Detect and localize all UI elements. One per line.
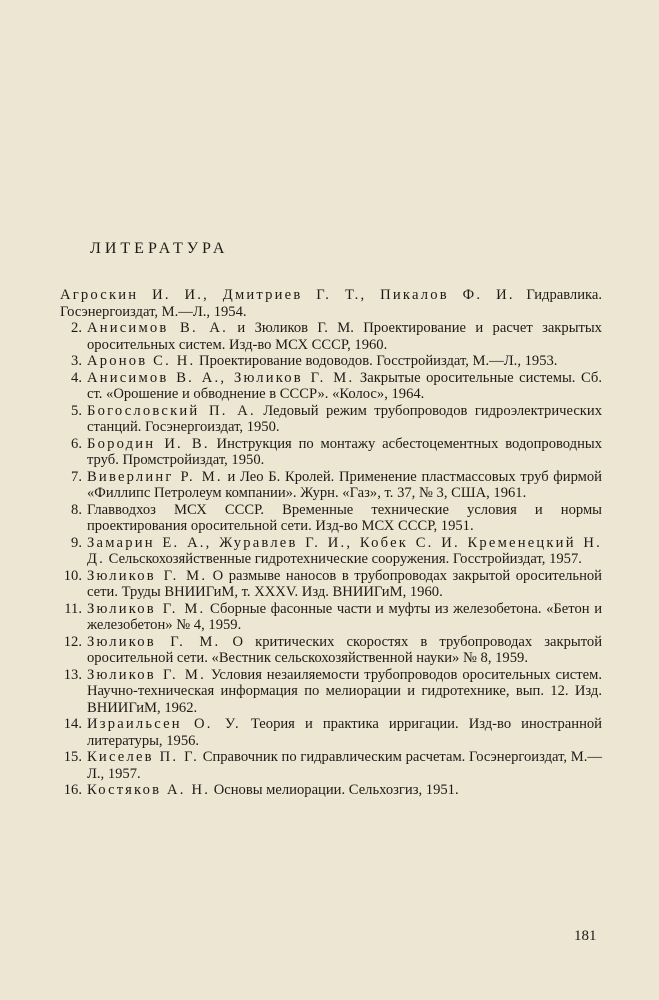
reference-authors: Виверлинг Р. М. — [87, 468, 223, 485]
reference-number: 12. — [63, 633, 82, 650]
reference-text: Сельскохозяйственные гидротехнические сооружения. Госстройиздат, 1957. — [105, 551, 582, 567]
reference-item — [56, 320, 602, 353]
section-heading: ЛИТЕРАТУРА — [90, 240, 229, 257]
reference-authors: Бородин И. В. — [87, 435, 210, 452]
reference-authors: Агроскин И. И., Дмитриев Г. Т., Пикалов Ф. И. — [60, 287, 515, 303]
reference-item — [56, 370, 602, 403]
reference-body — [87, 436, 602, 469]
reference-item — [56, 716, 602, 749]
reference-number: 9. — [71, 534, 82, 551]
reference-text: О критических скоростях в трубопроводах закрытой оросительной сети. «Вестник сельскохозяйственной науки» № 8, 1959. — [87, 633, 602, 666]
reference-body — [87, 535, 602, 568]
reference-number: 2. — [71, 320, 82, 336]
reference-authors: Киселев П. Г. — [87, 749, 199, 765]
reference-text: Сборные фасонные части и муфты из железобетона. «Бетон и железобетон» № 4, 1959. — [87, 600, 602, 633]
reference-text: Справочник по гидравлическим расчетам. Госэнергоиздат, М.—Л., 1957. — [87, 749, 602, 782]
reference-authors: Зюликов Г. М. — [87, 600, 206, 617]
page-number: 181 — [574, 928, 597, 944]
reference-text: Инструкция по монтажу асбестоцементных водопроводных труб. Промстройиздат, 1950. — [87, 435, 603, 468]
reference-body — [87, 634, 602, 667]
reference-number: 13. — [63, 666, 82, 683]
reference-authors: Израильсен О. У. — [87, 716, 241, 732]
reference-authors: Замарин Е. А., Журавлев Г. И., Кобек С. И. Кременецкий Н. Д. — [87, 534, 602, 567]
reference-text: Теория и практика ирригации. Изд-во иностранной литературы, 1956. — [87, 716, 602, 749]
reference-text: О размыве наносов в трубопроводах закрытой оросительной сети. Труды ВНИИГиМ, т. XXXV. Изд. ВНИИГиМ, 1960. — [87, 567, 602, 600]
reference-body — [87, 568, 602, 601]
reference-item — [56, 535, 602, 568]
reference-text: и Лео Б. Кролей. Применение пластмассовых труб фирмой «Филлипс Петролеум компании». Журн. «Газ», т. 37, № 3, США, 1961. — [87, 468, 602, 501]
reference-body — [87, 601, 602, 634]
reference-text: Проектирование водоводов. Госстройиздат, М.—Л., 1953. — [195, 353, 558, 369]
reference-body — [87, 502, 602, 535]
reference-number: 6. — [71, 435, 82, 452]
reference-item — [56, 436, 602, 469]
reference-authors: Костяков А. Н. — [87, 782, 211, 798]
reference-authors: Анисимов В. А., Зюликов Г. М. — [87, 369, 355, 386]
reference-item — [56, 749, 602, 782]
reference-number: 16. — [63, 782, 82, 798]
reference-body — [87, 320, 602, 353]
reference-body — [87, 469, 602, 502]
reference-number: 10. — [63, 567, 82, 584]
reference-body — [87, 749, 602, 782]
reference-item — [56, 667, 602, 717]
reference-number: 3. — [71, 353, 82, 369]
reference-body — [87, 667, 602, 717]
reference-number: 8. — [71, 501, 82, 518]
reference-text: Закрытые оросительные системы. Сб. ст. «Орошение и обводнение в СССР». «Колос», 1964. — [87, 369, 602, 402]
reference-text: Гидравлика. Госэнергоиздат, М.—Л., 1954. — [60, 287, 603, 320]
reference-number: 14. — [63, 716, 82, 732]
reference-authors: Богословский П. А. — [87, 402, 256, 419]
reference-list — [56, 287, 602, 799]
reference-body — [87, 403, 602, 436]
reference-body — [60, 287, 602, 320]
reference-item — [56, 353, 602, 370]
reference-authors: Зюликов Г. М. — [87, 633, 221, 650]
reference-text: Главводхоз МСХ СССР. Временные технические условия и нормы проектирования оросительной сети. Изд-во МСХ СССР, 1951. — [87, 501, 602, 534]
reference-item — [56, 782, 602, 799]
reference-number: 5. — [71, 402, 82, 419]
reference-body — [87, 716, 602, 749]
reference-item — [56, 403, 602, 436]
reference-body — [87, 353, 602, 370]
reference-authors: Зюликов Г. М. — [87, 567, 208, 584]
reference-item — [56, 601, 602, 634]
reference-number: 15. — [63, 749, 82, 765]
reference-authors: Аронов С. Н. — [87, 353, 196, 369]
reference-text: и Зюликов Г. М. Проектирование и расчет закрытых оросительных систем. Изд-во МСХ СССР, 1960. — [87, 320, 602, 353]
reference-item — [56, 469, 602, 502]
reference-item — [56, 502, 602, 535]
reference-text: Ледовый режим трубопроводов гидроэлектрических станций. Госэнергоиздат, 1950. — [87, 402, 602, 435]
reference-text: Условия незаиляемости трубопроводов оросительных систем. Научно-техническая информация по мелиорации и гидротехнике, вып. 12. Изд. ВНИИГиМ, 1962. — [87, 666, 602, 716]
reference-body — [87, 782, 602, 799]
reference-text: Основы мелиорации. Сельхозгиз, 1951. — [210, 782, 459, 798]
reference-item — [56, 568, 602, 601]
reference-number: 4. — [71, 369, 82, 386]
reference-authors: Зюликов Г. М. — [87, 666, 206, 683]
reference-number: 7. — [71, 468, 82, 485]
reference-body — [87, 370, 602, 403]
reference-number: 11. — [64, 600, 82, 617]
reference-item — [56, 287, 602, 320]
reference-item — [56, 634, 602, 667]
reference-authors: Анисимов В. А. — [87, 320, 228, 336]
